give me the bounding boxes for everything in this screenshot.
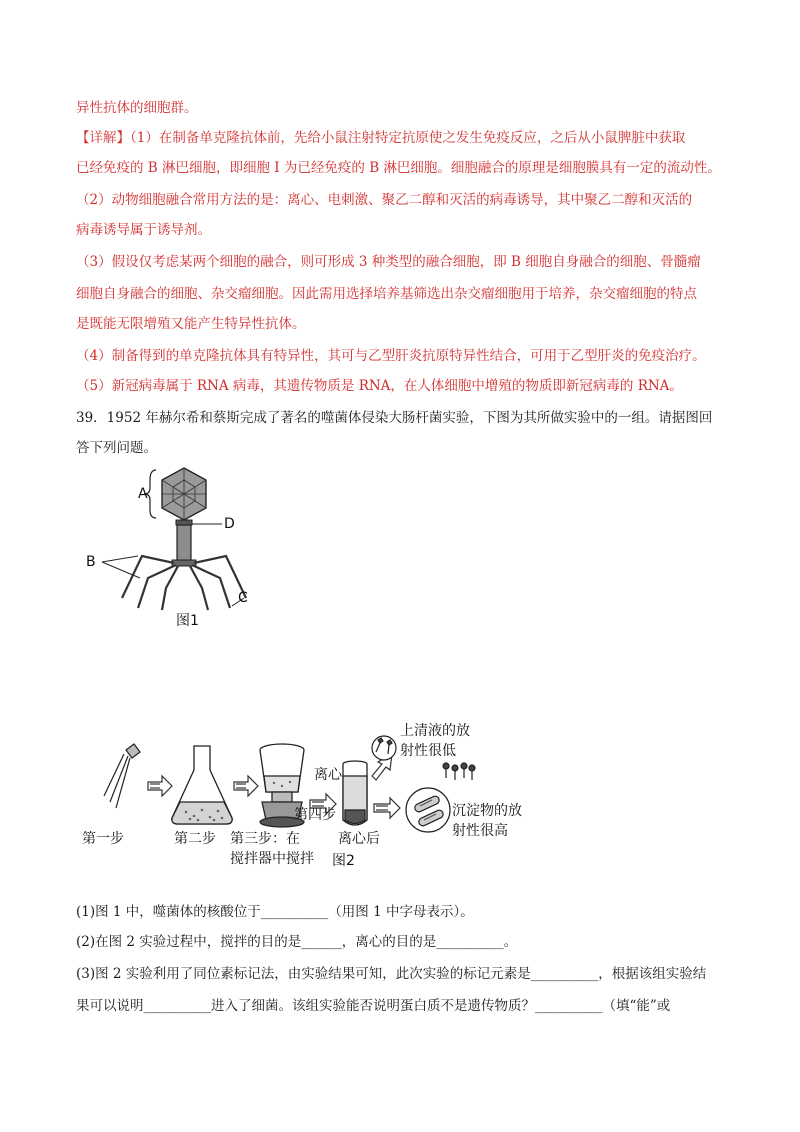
explanation-intro: 异性抗体的细胞群。 [76, 100, 198, 116]
sub-question-3-line-2: 果可以说明__________进入了细菌。该组实验能否说明蛋白质不是遗传物质？__________（填“能”或 [76, 998, 671, 1014]
label-c: C [238, 590, 248, 606]
phage-tail [177, 525, 191, 561]
centrifuge-label: 离心 [314, 767, 342, 783]
part4-line-1: （4）制备得到的单克隆抗体具有特异性，其可与乙型肝炎抗原特异性结合，可用于乙型肝炎的免疫治疗。 [76, 348, 706, 364]
sub-question-1: (1)图 1 中，噬菌体的核酸位于__________（用图 1 中字母表示）。 [76, 904, 474, 920]
detail-line-2: 已经免疫的 B 淋巴细胞，即细胞 I 为已经免疫的 B 淋巴细胞。细胞融合的原理是细胞膜具有一定的流动性。 [76, 160, 721, 176]
phage-collar [176, 520, 192, 525]
sediment-label-line-2: 射性很高 [452, 823, 508, 839]
sub-question-3-line-1: (3)图 2 实验利用了同位素标记法，由实验结果可知，此次实验的标记元素是__________，根据该组实验结 [76, 966, 707, 982]
phage-head [162, 468, 206, 520]
step-3-label-line-1: 第三步：在 [230, 831, 300, 847]
part3-line-2: 细胞自身融合的细胞、杂交瘤细胞。因此需用选择培养基筛选出杂交瘤细胞用于培养，杂交瘤细胞的特点 [76, 286, 697, 302]
question-39-line-1: 39．1952 年赫尔希和蔡斯完成了著名的噬菌体侵染大肠杆菌实验，下图为其所做实验中的一组。请据图回 [76, 410, 713, 426]
step2-flask [172, 746, 232, 824]
question-39-line-2: 答下列问题。 [76, 440, 157, 456]
step-1-label: 第一步 [82, 831, 124, 847]
part3-line-1: （3）假设仅考虑某两个细胞的融合，则可形成 3 种类型的融合细胞，即 B 细胞自身融合的细胞、骨髓瘤 [76, 254, 701, 270]
part2-line-2: 病毒诱导属于诱导剂。 [76, 222, 211, 238]
arrow-right-sediment [374, 798, 400, 818]
part5-line-1: （5）新冠病毒属于 RNA 病毒，其遗传物质是 RNA，在人体细胞中增殖的物质即新冠病毒的 RNA。 [76, 378, 683, 394]
supernatant-label-line-1: 上清液的放 [400, 723, 470, 739]
figure-2-caption: 图2 [332, 853, 355, 869]
arrow-1 [148, 776, 172, 796]
step-3-label-line-2: 搅拌器中搅拌 [230, 851, 314, 867]
after-centrifuge-label: 离心后 [338, 831, 380, 847]
label-d: D [224, 516, 235, 532]
label-a: A [138, 486, 148, 502]
step-2-label: 第二步 [174, 831, 216, 847]
figure-2-procedure [76, 720, 716, 890]
sub-question-2: (2)在图 2 实验过程中，搅拌的目的是______，离心的目的是__________。 [76, 934, 518, 950]
centrifuge-tube [343, 761, 367, 825]
step-4-label: 第四步 [294, 807, 336, 823]
sediment-view [406, 788, 450, 832]
sediment-label-line-1: 沉淀物的放 [452, 803, 522, 819]
part2-line-1: （2）动物细胞融合常用方法的是：离心、电刺激、聚乙二醇和灭活的病毒诱导，其中聚乙二醇和灭活的 [76, 192, 693, 208]
supernatant-label-line-2: 射性很低 [400, 743, 456, 759]
arrow-2 [234, 776, 258, 796]
step1-phage [104, 744, 140, 808]
figure-1-caption: 图1 [176, 613, 199, 629]
label-b: B [86, 554, 96, 570]
detail-line-1: 【详解】（1）在制备单克隆抗体前，先给小鼠注射特定抗原使之发生免疫反应，之后从小鼠脾脏中获取 [76, 130, 686, 146]
procedure-diagram [76, 720, 716, 890]
part3-line-3: 是既能无限增殖又能产生特异性抗体。 [76, 316, 306, 332]
